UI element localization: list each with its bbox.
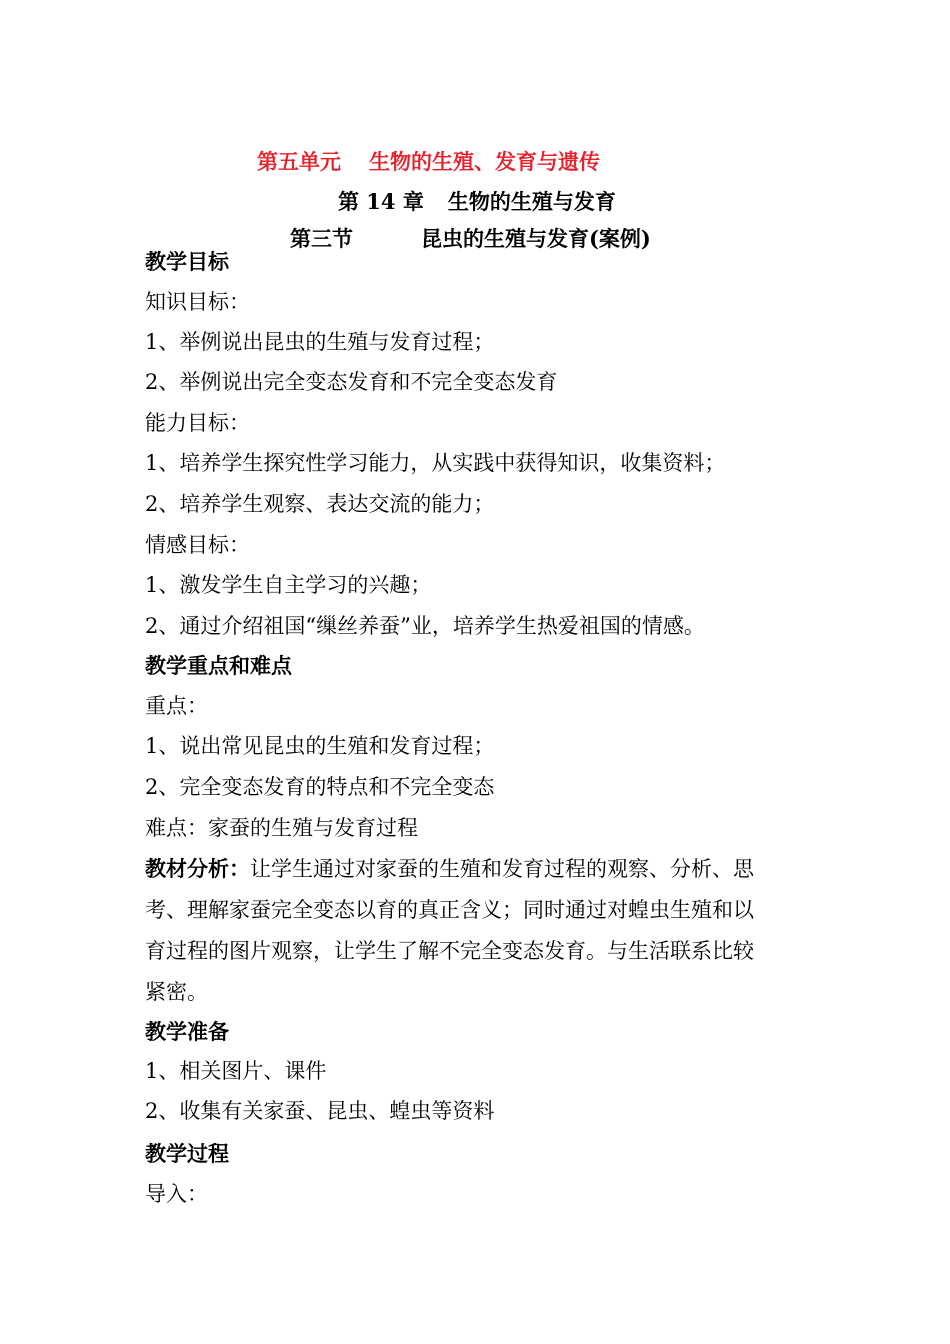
section-title bbox=[290, 225, 651, 253]
emotion-item: 2、通过介绍祖国“缫丝养蚕”业，培养学生热爱祖国的情感。 bbox=[145, 614, 705, 638]
ability-item: 1、培养学生探究性学习能力，从实践中获得知识，收集资料； bbox=[145, 451, 726, 475]
process-heading: 教学过程 bbox=[145, 1141, 229, 1166]
analysis-line: 紧密。 bbox=[145, 980, 208, 1004]
chapter-name: 生物的生殖与发育 bbox=[447, 189, 616, 214]
process-intro: 导入： bbox=[145, 1182, 208, 1206]
analysis-line: 育过程的图片观察，让学生了解不完全变态发育。与生活联系比较 bbox=[145, 939, 754, 963]
knowledge-item: 1、举例说出昆虫的生殖与发育过程； bbox=[145, 330, 495, 354]
chapter-number: 第 14 章 bbox=[338, 189, 424, 214]
difficulty-line: 难点：家蚕的生殖与发育过程 bbox=[145, 816, 418, 840]
preparation-heading: 教学准备 bbox=[145, 1019, 229, 1044]
knowledge-item: 2、举例说出完全变态发育和不完全变态发育 bbox=[145, 370, 558, 394]
preparation-item: 1、相关图片、课件 bbox=[145, 1059, 327, 1083]
knowledge-label: 知识目标： bbox=[145, 290, 250, 314]
key-item: 1、说出常见昆虫的生殖和发育过程； bbox=[145, 734, 495, 758]
preparation-item: 2、收集有关家蚕、昆虫、蝗虫等资料 bbox=[145, 1099, 495, 1123]
key-item: 2、完全变态发育的特点和不完全变态 bbox=[145, 775, 495, 799]
key-points-heading: 教学重点和难点 bbox=[145, 653, 292, 678]
ability-label: 能力目标： bbox=[145, 411, 250, 435]
emotion-label: 情感目标： bbox=[145, 533, 250, 557]
analysis-line bbox=[145, 855, 754, 883]
key-label: 重点： bbox=[145, 694, 208, 718]
ability-item: 2、培养学生观察、表达交流的能力； bbox=[145, 492, 495, 516]
section-name: 昆虫的生殖与发育(案例) bbox=[421, 226, 651, 251]
chapter-title bbox=[338, 188, 616, 216]
unit-number: 第五单元 bbox=[257, 149, 341, 174]
unit-name: 生物的生殖、发育与遗传 bbox=[369, 149, 600, 174]
analysis-line: 考、理解家蚕完全变态以育的真正含义；同时通过对蝗虫生殖和以 bbox=[145, 898, 754, 922]
objectives-heading: 教学目标 bbox=[145, 249, 229, 274]
analysis-label: 教材分析： bbox=[145, 856, 250, 881]
analysis-text: 让学生通过对家蚕的生殖和发育过程的观察、分析、思 bbox=[250, 857, 754, 881]
unit-title bbox=[257, 148, 600, 176]
emotion-item: 1、激发学生自主学习的兴趣； bbox=[145, 573, 432, 597]
section-number: 第三节 bbox=[290, 226, 353, 251]
